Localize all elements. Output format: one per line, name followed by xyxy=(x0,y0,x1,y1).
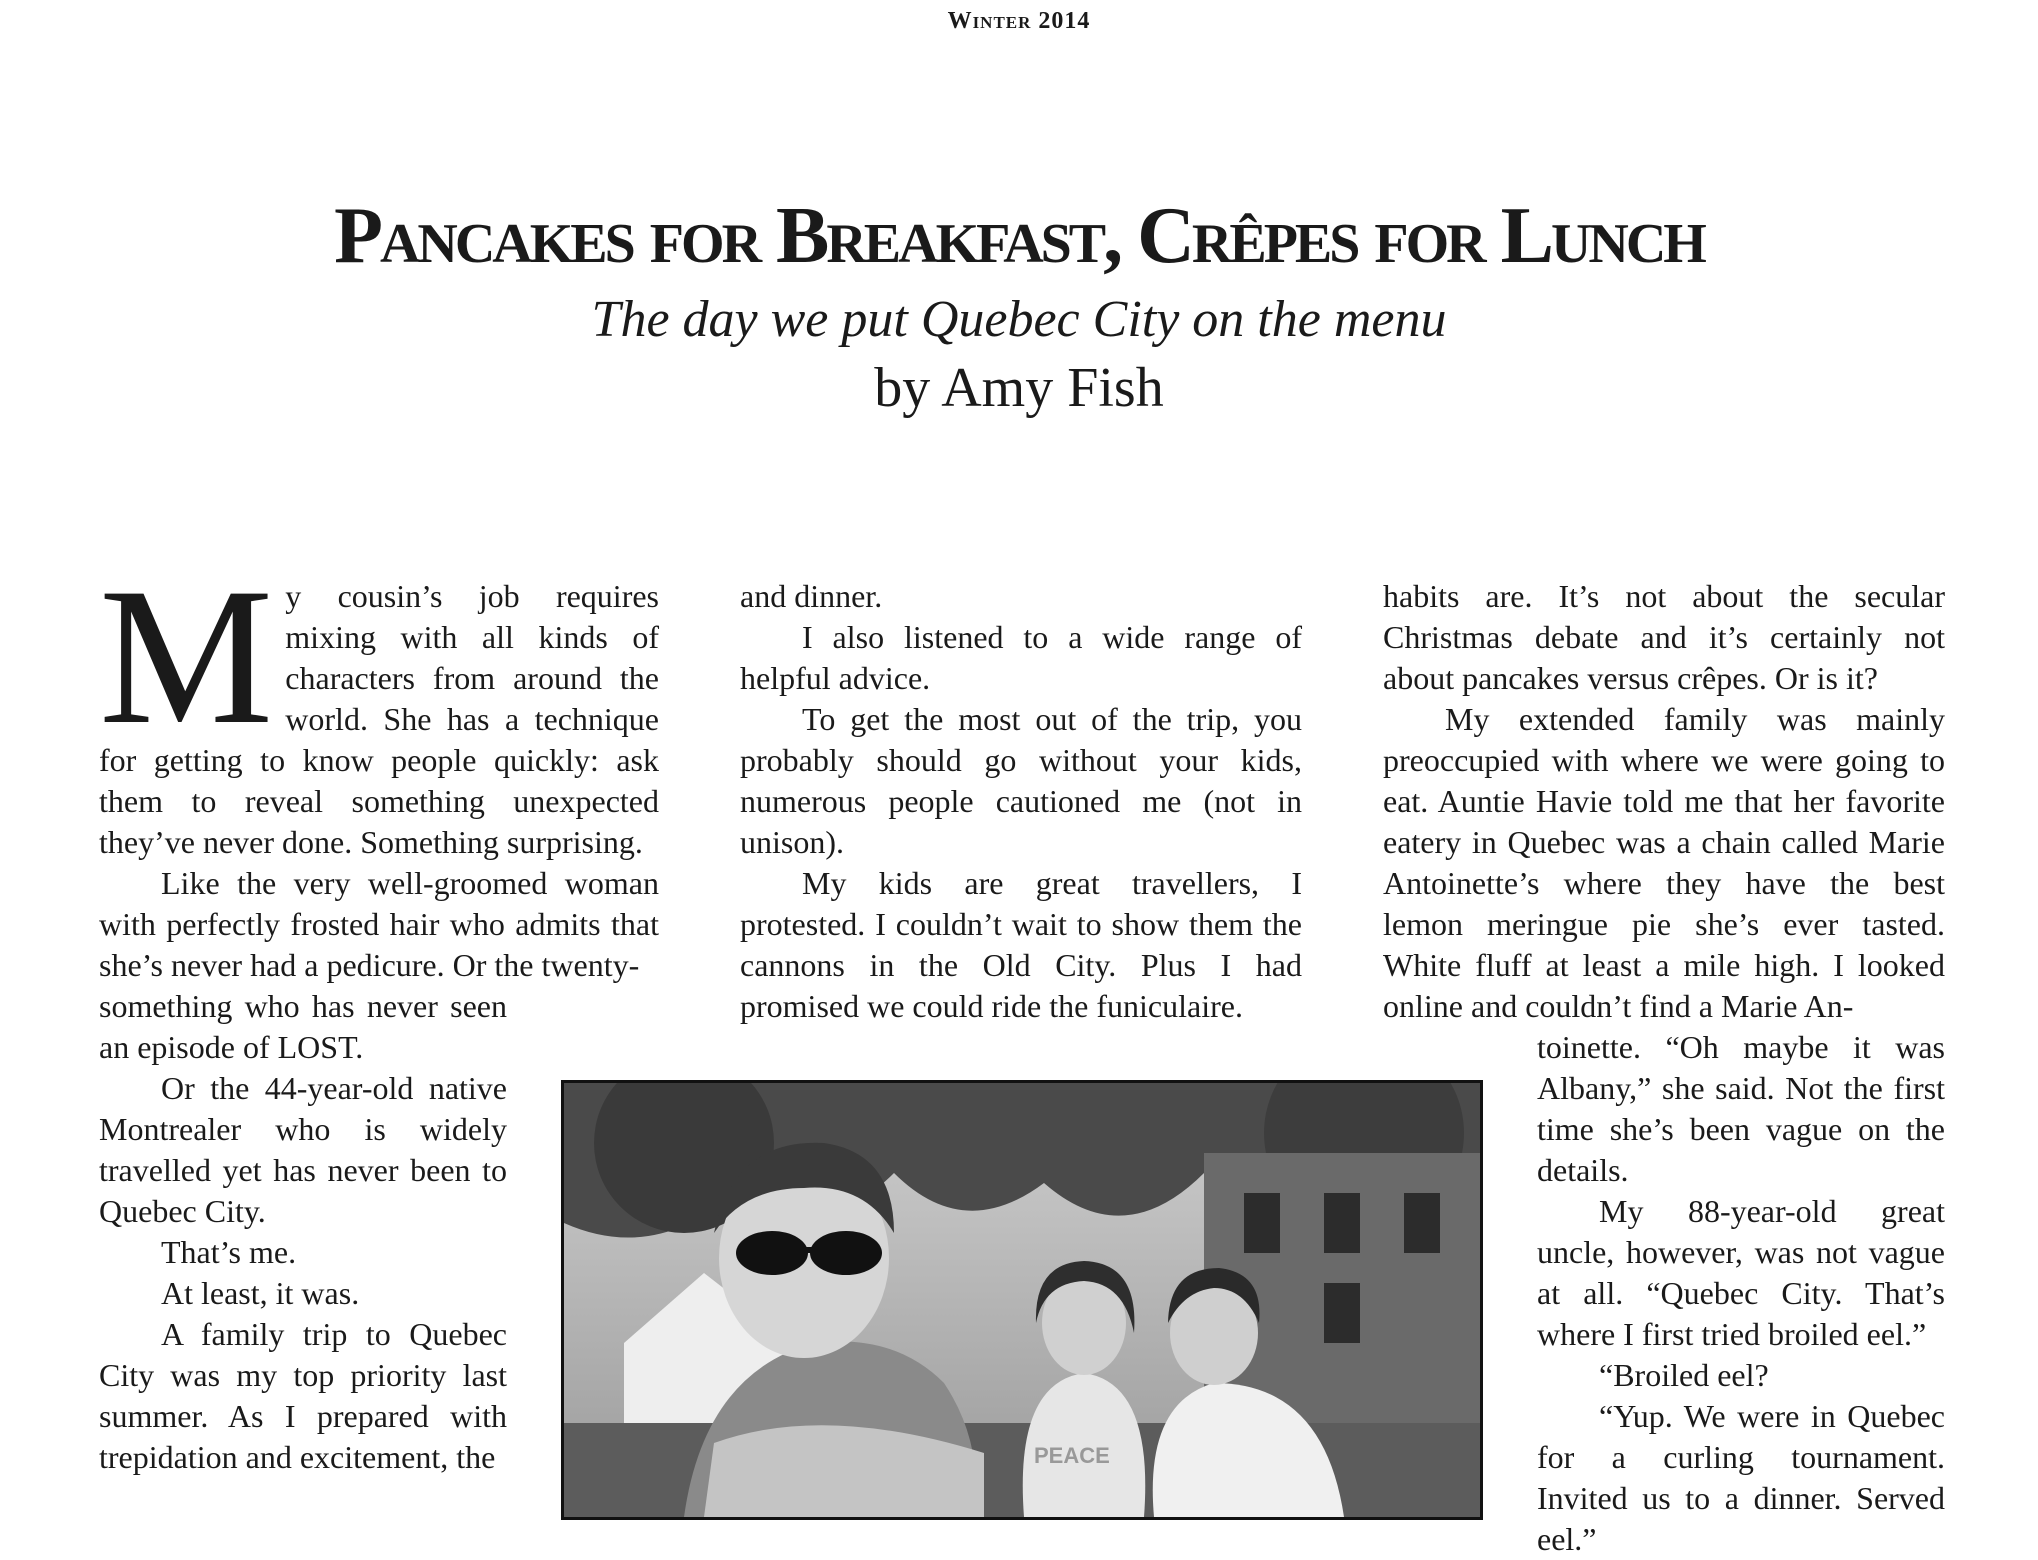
col3-paragraph-3: My 88-year-old great uncle, however, was not vague at all. “Quebec City. That’s where I first tried broiled eel.” xyxy=(1537,1193,1945,1352)
col3-narrow-section xyxy=(1537,1027,1945,1560)
article-photo xyxy=(561,1080,1483,1520)
building-window xyxy=(1404,1193,1440,1253)
col2-paragraph-4: My kids are great travellers, I protested. I couldn’t wait to show them the cannons in the Old City. Plus I had promised we could ride the funiculaire. xyxy=(740,865,1302,1024)
sunglasses-lens-left xyxy=(736,1231,808,1275)
col1-paragraph-1 xyxy=(99,548,659,863)
sunglasses-lens-right xyxy=(810,1231,882,1275)
col3-paragraph-1: habits are. It’s not about the secular Christmas debate and it’s certainly not about pancakes versus crêpes. Or is it? xyxy=(1383,578,1945,696)
issue-header: Winter 2014 xyxy=(947,8,1091,34)
col1-p1-text: y cousin’s job requires mixing with all kinds of characters from around the world. She has a technique for getting to know people quickly: ask them to reveal something unexpected they’ve never done. Something surprising. xyxy=(99,578,659,860)
building-window xyxy=(1244,1193,1280,1253)
photo-children-quebec xyxy=(564,1083,1480,1517)
article-subtitle: The day we put Quebec City on the menu xyxy=(591,291,1447,348)
col3-paragraph-2b: toinette. “Oh maybe it was Albany,” she said. Not the first time she’s been vague on the details. xyxy=(1537,1029,1945,1188)
col1-narrow-section xyxy=(99,986,507,1478)
col1-paragraph-3: Or the 44-year-old native Montrealer who is widely travelled yet has never been to Quebec City. xyxy=(99,1070,507,1229)
col2-paragraph-1: and dinner. xyxy=(740,578,883,614)
drop-cap: M xyxy=(99,548,274,765)
col2-paragraph-2: I also listened to a wide range of helpful advice. xyxy=(740,619,1302,696)
col1-paragraph-4: That’s me. xyxy=(161,1234,297,1270)
col3-paragraph-4: “Broiled eel? xyxy=(1599,1357,1769,1393)
building-window xyxy=(1324,1193,1360,1253)
sunglasses-bridge xyxy=(804,1247,814,1253)
col1-paragraph-2: Like the very well-groomed woman with perfectly frosted hair who admits that she’s never had a pedicure. Or the twenty- xyxy=(99,865,659,983)
column-2 xyxy=(740,576,1302,1027)
col1-paragraph-5: At least, it was. xyxy=(161,1275,360,1311)
col1-paragraph-2b: something who has never seen an episode of LOST. xyxy=(99,988,507,1065)
col2-paragraph-3: To get the most out of the trip, you probably should go without your kids, numerous people cautioned me (not in unison). xyxy=(740,701,1302,860)
shirt-text: PEACE xyxy=(1034,1443,1110,1468)
col3-paragraph-5: “Yup. We were in Quebec for a curling tournament. Invited us to a dinner. Served eel.” xyxy=(1537,1398,1945,1557)
article-byline: by Amy Fish xyxy=(874,357,1164,419)
col1-paragraph-6: A family trip to Quebec City was my top priority last summer. As I prepared with trepidation and excitement, the xyxy=(99,1316,507,1475)
col3-paragraph-2: My extended family was mainly preoccupied with where we were going to eat. Auntie Havie told me that her favorite eatery in Quebec was a chain called Marie Antoinette’s where they have the best lemon meringue pie she’s ever tasted. White fluff at least a mile high. I looked online and couldn’t find a Marie An- xyxy=(1383,701,1945,1024)
article-title: Pancakes for Breakfast, Crêpes for Lunch xyxy=(334,192,1704,280)
building-window xyxy=(1324,1283,1360,1343)
